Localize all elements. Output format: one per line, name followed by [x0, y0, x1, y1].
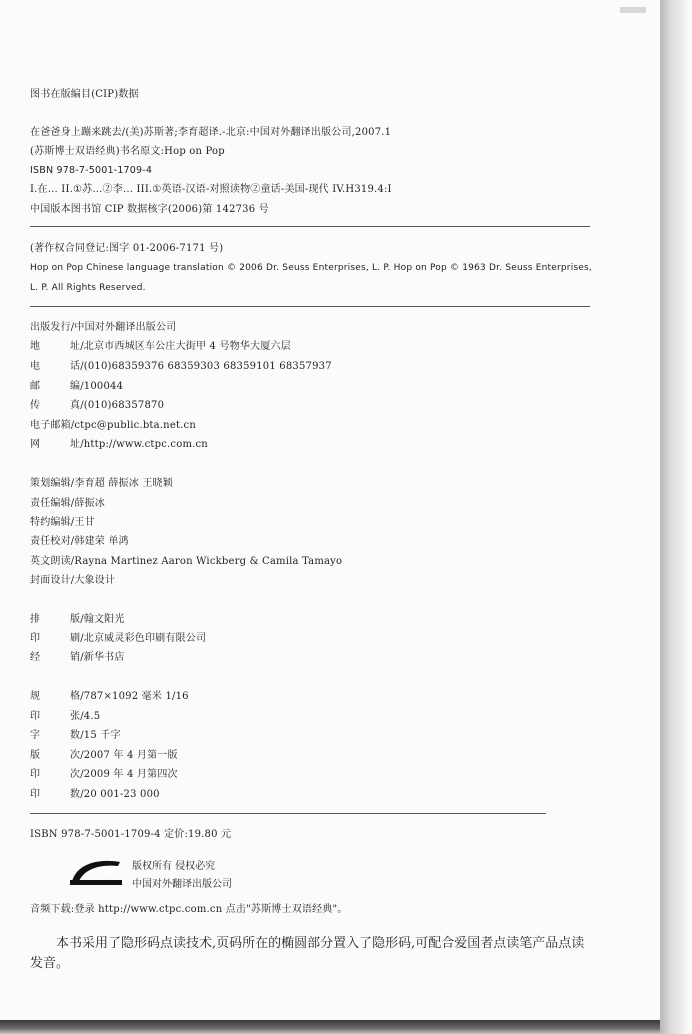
spec-row: 规 格/787×1092 毫米 1/16 [30, 691, 189, 702]
editor-responsible: 责任编辑/薛振冰 [30, 498, 105, 509]
print-row: 经 销/新华书店 [30, 652, 125, 663]
spec-row: 印 张/4.5 [30, 711, 101, 722]
copyright-register: (著作权合同登记:图字 01-2006-7171 号) [30, 243, 224, 254]
publisher-row: 邮 编/100044 [30, 381, 124, 392]
spec-row: 印 数/20 001-23 000 [30, 789, 160, 800]
publisher-row: 电 话/(010)68359376 68359303 68359101 68357937 [30, 361, 332, 372]
reading-note: 本书采用了隐形码点读技术,页码所在的椭圆部分置入了隐形码,可配合爱国者点读笔产品点读发音。 [30, 936, 585, 971]
cip-record: 中国版本图书馆 CIP 数据核字(2006)第 142736 号 [30, 204, 269, 215]
spec-row: 版 次/2007 年 4 月第一版 [30, 750, 178, 761]
rights-text: 版权所有 侵权必究 [132, 861, 216, 872]
publisher-row: 电子邮箱/ctpc@public.bta.net.cn [30, 420, 196, 431]
cip-classification: I.在… II.①苏…②李… III.①英语-汉语-对照读物②童话-美国-现代 IV.H319.4:I [30, 184, 392, 195]
divider [30, 306, 590, 307]
divider [30, 813, 546, 814]
book-edge [660, 0, 692, 1034]
editor-reader: 英文朗读/Rayna Martinez Aaron Wickberg & Camila Tamayo [30, 556, 343, 567]
publisher-row: 网 址/http://www.ctpc.com.cn [30, 439, 208, 450]
logo-mark: CTPC [90, 869, 116, 879]
ctpc-logo [68, 856, 124, 888]
editor-proof: 责任校对/韩建荣 单鸿 [30, 536, 129, 547]
publisher-row: 地 址/北京市西城区车公庄大街甲 4 号物华大厦六层 [30, 341, 291, 352]
audio-download: 音频下载:登录 http://www.ctpc.com.cn 点击"苏斯博士双语经典"。 [30, 904, 348, 915]
divider [30, 226, 590, 227]
cip-isbn: ISBN 978-7-5001-1709-4 [30, 165, 153, 176]
cip-line-2: (苏斯博士双语经典)书名原文:Hop on Pop [30, 146, 225, 157]
print-row: 排 版/翰文阳光 [30, 614, 125, 625]
publisher-name: 中国对外翻译出版公司 [132, 879, 232, 890]
copyright-line-1: Hop on Pop Chinese language translation © 2006 Dr. Seuss Enterprises, L. P. Hop on Pop © 1963 Dr. Seuss Enterprises, [30, 263, 592, 273]
price-line: ISBN 978-7-5001-1709-4 定价:19.80 元 [30, 829, 232, 840]
publisher-row: 传 真/(010)68357870 [30, 400, 165, 411]
editor-cover: 封面设计/大象设计 [30, 575, 116, 586]
copyright-line-2: L. P. All Rights Reserved. [30, 283, 146, 293]
cip-line-1: 在爸爸身上蹦来跳去/(美)苏斯著;李育超译.-北京:中国对外翻译出版公司,2007.1 [30, 127, 392, 138]
editor-special: 特约编辑/王甘 [30, 517, 95, 528]
scan-mark [620, 7, 646, 13]
spec-row: 字 数/15 千字 [30, 730, 121, 741]
page-bottom-edge [0, 1020, 660, 1034]
editor-planning: 策划编辑/李育超 薛振冰 王晓颖 [30, 478, 173, 489]
publisher-line: 出版发行/中国对外翻译出版公司 [30, 322, 177, 333]
print-row: 印 刷/北京威灵彩色印刷有限公司 [30, 633, 207, 644]
cip-heading: 图书在版编目(CIP)数据 [30, 89, 139, 100]
spec-row: 印 次/2009 年 4 月第四次 [30, 769, 178, 780]
